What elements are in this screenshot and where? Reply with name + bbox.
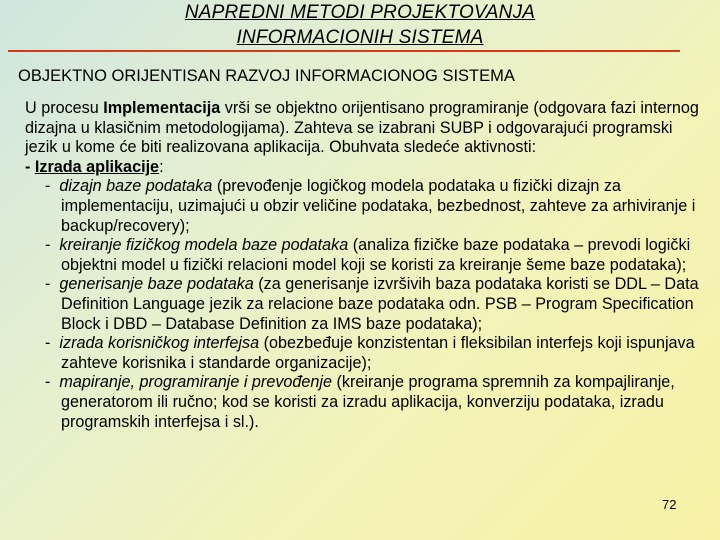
title-divider	[8, 50, 680, 52]
slide-title	[0, 0, 720, 50]
section-heading: OBJEKTNO ORIJENTISAN RAZVOJ INFORMACIONOG SISTEMA	[18, 67, 515, 85]
intro-keyword: Implementacija	[103, 99, 221, 117]
list-item-description: (analiza fizičke baze podataka – prevodi logički objektni model u fizički relacioni model koji se koristi za kreiranje šeme baze podataka);	[61, 236, 691, 274]
list-item-description: (kreiranje programa spremnih za kompajliranje, generatorom ili ručno; kod se koristi za izradu aplikacija, konverziju podataka, izradu programskih interfejsa i sl.).	[61, 373, 675, 431]
list-item-database-design: - dizajn baze podataka (prevođenje logičkog modela podataka u fizički dizajn za implementaciju, uzimajući u obzir veličine podataka, bezbednost, zahteve za arhiviranje i backup/recovery);	[45, 177, 696, 235]
intro-paragraph	[25, 99, 700, 158]
intro-text-start: U procesu	[25, 99, 104, 117]
list-item-physical-model: - kreiranje fizičkog modela baze podataka (analiza fizičke baze podataka – prevodi logički objektni model u fizički relacioni model koji se koristi za kreiranje šeme baze podataka);	[45, 236, 691, 274]
list-item-term: kreiranje fizičkog modela baze podataka	[59, 236, 349, 255]
list-item-database-generation: - generisanje baze podataka (za generisanje izvršivih baza podataka koristi se DDL – Data Definition Language jezik za relacione baze podataka odn. PSB – Program Specification Block i DBD – Database Definition za IMS baze podataka);	[45, 275, 699, 333]
main-item-colon: :	[159, 157, 164, 176]
list-item-user-interface: - izrada korisničkog interfejsa (obezbeđuje konzistentan i fleksibilan interfejs koji ispunjava zahteve korisnika i standarde organizacije);	[45, 334, 695, 372]
main-item-dash: -	[25, 157, 35, 176]
list-item-description: (obezbeđuje konzistentan i fleksibilan interfejs koji ispunjava zahteve korisnika i standarde organizacije);	[61, 334, 695, 372]
list-item-description: (prevođenje logičkog modela podataka u fizički dizajn za implementaciju, uzimajući u obzir veličine podataka, bezbednost, zahteve za arhiviranje i backup/recovery);	[61, 177, 696, 235]
list-item-term: izrada korisničkog interfejsa	[59, 334, 260, 353]
slide-title-line-1: NAPREDNI METODI PROJEKTOVANJA	[184, 2, 536, 23]
list-item-term: generisanje baze podataka	[59, 275, 254, 294]
list-item-mapping-programming: - mapiranje, programiranje i prevođenje (kreiranje programa spremnih za kompajliranje, generatorom ili ručno; kod se koristi za izradu aplikacija, konverziju podataka, izradu programskih interfejsa i sl.).	[45, 373, 675, 431]
slide-title-line-2: INFORMACIONIH SISTEMA	[236, 27, 484, 48]
slide-number: 72	[662, 497, 677, 512]
list-item-term: mapiranje, programiranje i prevođenje	[59, 373, 333, 392]
list-item-description: (za generisanje izvršivih baza podataka koristi se DDL – Data Definition Language jezik za relacione baze podataka odn. PSB – Program Specification Block i DBD – Database Definition za IMS baze podataka);	[61, 275, 699, 333]
slide-body	[25, 99, 700, 432]
intro-text-rest: vrši se objektno orijentisano programiranje (odgovara fazi internog dizajna u klasičnim metodologijama). Zahteva se izabrani SUBP i odgovarajući programski jezik u kome će biti realizovana aplikacija. Obuhvata sledeće aktivnosti:	[25, 99, 699, 157]
list-item-term: dizajn baze podataka	[59, 177, 213, 196]
main-item-label: Izrada aplikacije	[34, 157, 160, 176]
main-list-item	[25, 158, 700, 178]
